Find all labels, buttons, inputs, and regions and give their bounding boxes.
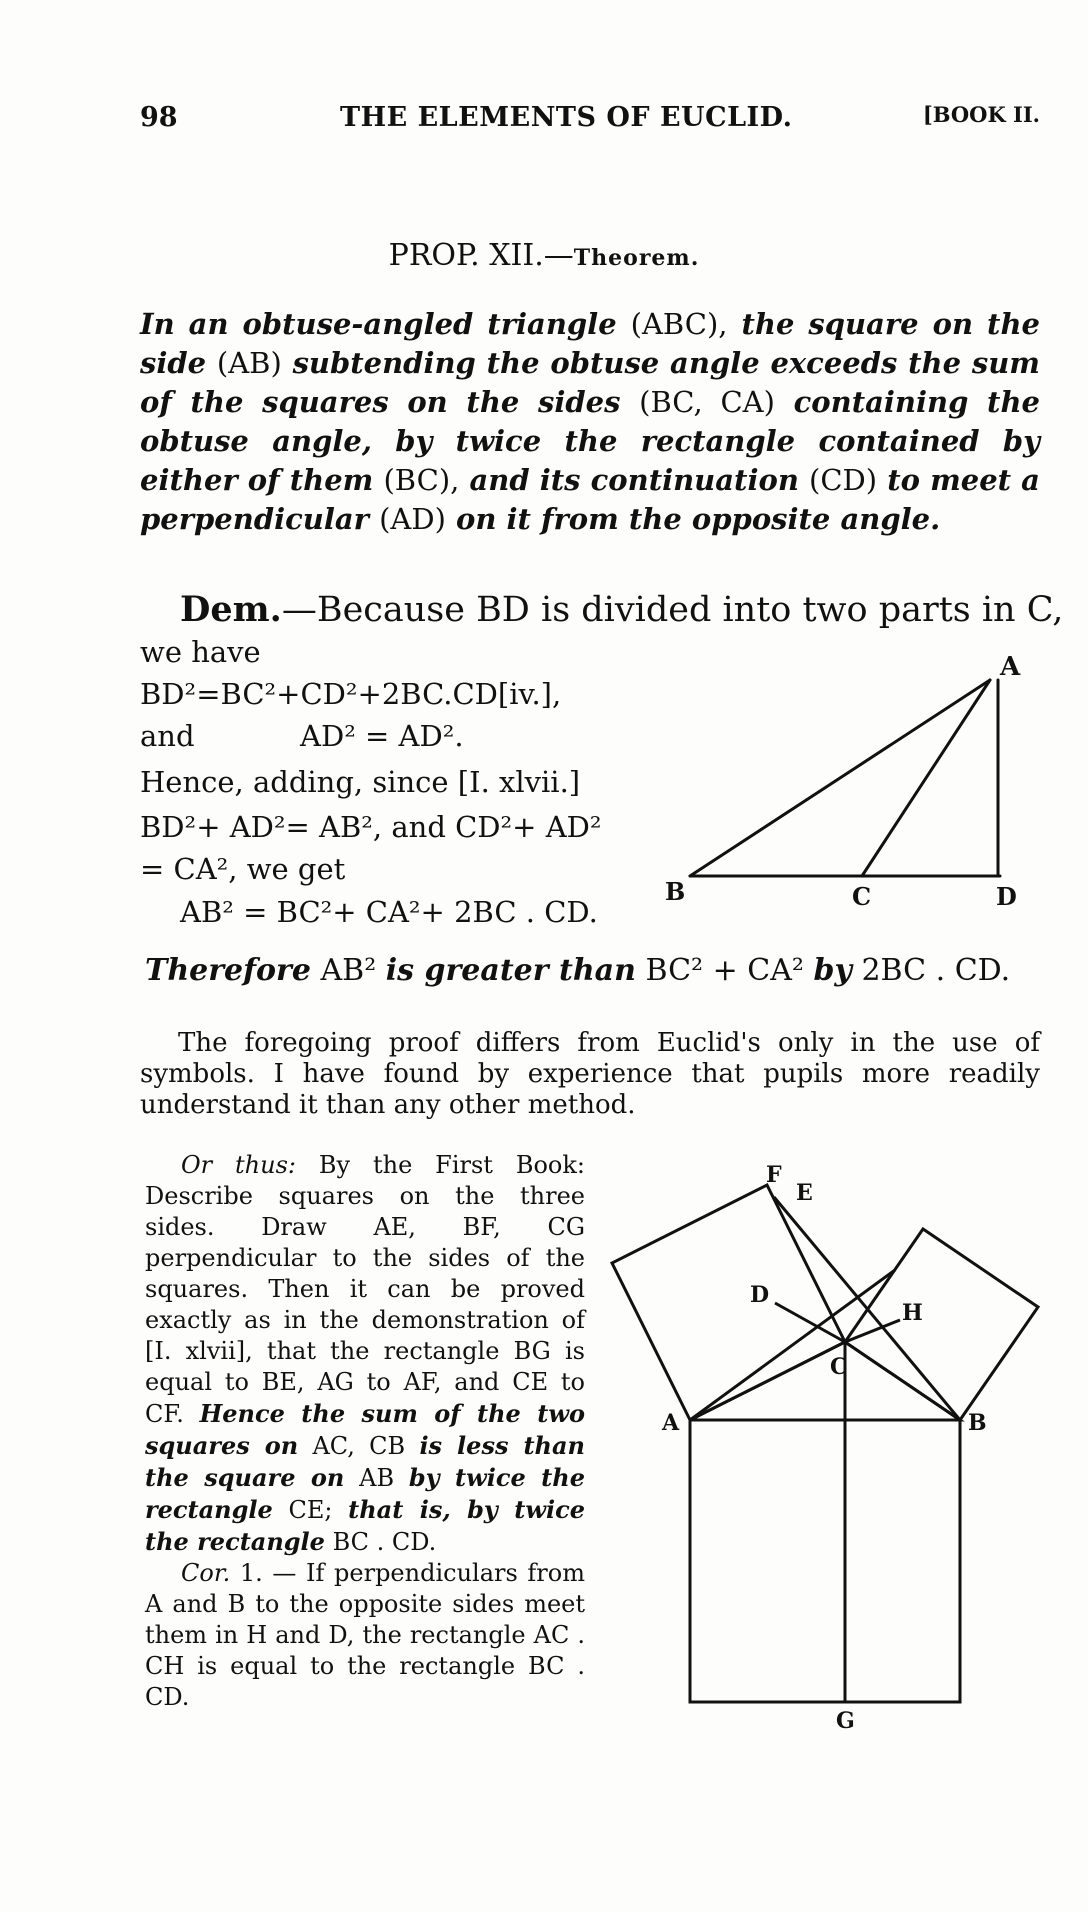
figure1-label-d: D xyxy=(996,882,1017,910)
enunciation-text: subtending the obtuse angle exceeds the sum of the squares on the sides xyxy=(140,346,1040,419)
note-text: The foregoing proof differs from Euclid's only in the use of symbols. I have found by experience that pupils more readily understand it than any other method. xyxy=(140,1028,1040,1120)
enunciation-ref: (AB) xyxy=(216,346,282,380)
or-thus-paragraph xyxy=(145,1150,585,1558)
enunciation-text: containing the obtuse angle, by twice the rectangle contained by either of them xyxy=(140,385,1040,497)
conclusion-text: is greater than xyxy=(385,953,636,988)
dem-label: Dem. xyxy=(180,589,282,630)
hence-line: Hence, adding, since [I. xlvii.] xyxy=(140,765,581,799)
enunciation-ref: (ABC), xyxy=(630,307,728,341)
corollary-paragraph xyxy=(145,1558,585,1713)
figure2-label-f: F xyxy=(766,1162,782,1188)
conclusion-term: BC² + CA² xyxy=(645,953,804,988)
equation-5: AB² = BC²+ CA²+ 2BC . CD. xyxy=(180,895,598,929)
or-thus-term: AC, CB xyxy=(312,1432,406,1460)
or-thus-italic: that is, by twice the rectangle xyxy=(145,1495,585,1556)
corollary-text: 1. — If perpendiculars from A and B to the opposite sides meet them in H and D, the rectangle AC . CH is equal to the rectangle BC . CD. xyxy=(145,1559,585,1711)
or-thus-italic: Hence the sum of the two squares on xyxy=(145,1399,585,1460)
square-on-bc xyxy=(845,1229,1038,1420)
equation-3: BD²+ AD²= AB², and CD²+ AD² xyxy=(140,810,602,844)
enunciation-text: In an obtuse-angled triangle xyxy=(140,307,617,341)
enunciation-text: the square on the side xyxy=(140,307,1040,380)
enunciation-ref: (BC), xyxy=(383,463,460,497)
running-title: THE ELEMENTS OF EUCLID. xyxy=(340,102,793,133)
and-word: and xyxy=(140,719,195,753)
conclusion-text: by xyxy=(813,953,852,988)
demonstration-first-line xyxy=(180,588,1064,632)
side-ba xyxy=(690,680,990,876)
or-thus-term: AB xyxy=(359,1464,395,1492)
square-on-ab xyxy=(690,1420,960,1702)
conclusion-term: 2BC . CD. xyxy=(861,953,1011,988)
figure2-label-b: B xyxy=(968,1410,987,1436)
or-thus-label: Or thus: xyxy=(181,1151,296,1179)
figure2-label-e: E xyxy=(796,1180,813,1206)
figure1-label-c: C xyxy=(852,882,872,910)
enunciation-ref: (AD) xyxy=(379,502,446,536)
triangle-figure xyxy=(660,640,1060,910)
figure2-label-d: D xyxy=(750,1282,770,1308)
side-ca xyxy=(862,680,990,876)
or-thus-term: CE; xyxy=(288,1496,333,1524)
book-label: [BOOK II. xyxy=(922,102,1040,127)
conclusion-text: Therefore xyxy=(145,953,311,988)
enunciation-ref: (CD) xyxy=(809,463,878,497)
line-ae xyxy=(690,1270,895,1420)
squares-figure xyxy=(600,1130,1040,1730)
page-number: 98 xyxy=(140,102,178,133)
or-thus-italic: by twice the rectangle xyxy=(145,1463,585,1524)
line-bf xyxy=(774,1197,960,1420)
figure2-label-a: A xyxy=(662,1410,680,1436)
conclusion-term: AB² xyxy=(320,953,377,988)
equation-4: = CA², we get xyxy=(140,852,346,886)
enunciation-text: on it from the opposite angle. xyxy=(456,502,941,536)
enunciation xyxy=(140,305,1040,539)
enunciation-text: and its continuation xyxy=(469,463,799,497)
proposition-label: PROP. XII.— xyxy=(388,238,574,273)
conclusion xyxy=(145,953,1010,988)
we-have: we have xyxy=(140,635,261,669)
proposition-title xyxy=(0,238,1088,273)
figure2-label-h: H xyxy=(902,1300,923,1326)
figure1-label-b: B xyxy=(665,877,686,906)
square-on-ac xyxy=(612,1185,845,1420)
running-header xyxy=(140,102,1040,142)
corollary-label: Cor. xyxy=(181,1559,231,1587)
enunciation-ref: (BC, CA) xyxy=(639,385,775,419)
enunciation-text: to meet a perpendicular xyxy=(140,463,1040,536)
proposition-kind: Theorem. xyxy=(573,245,700,271)
or-thus-section xyxy=(145,1150,585,1713)
figure2-label-g: G xyxy=(836,1708,855,1730)
note-paragraph xyxy=(140,1028,1040,1121)
equation-2: AD² = AD². xyxy=(300,719,464,753)
or-thus-text: By the First Book: Describe squares on the three sides. Draw AE, BF, CG perpendicular to the sides of the squares. Then it can be proved exactly as in the demonstration of [I. xlvii], that the rectangle BG is equal to BE, AG to AF, and CE to CF. xyxy=(145,1151,585,1428)
figure2-label-c: C xyxy=(830,1354,848,1380)
dem-text: —Because BD is divided into two parts in C, xyxy=(281,590,1064,630)
or-thus-italic: is less than the square on xyxy=(145,1431,585,1492)
equation-1: BD²=BC²+CD²+2BC.CD[iv.], xyxy=(140,677,562,711)
or-thus-term: BC . CD. xyxy=(332,1528,437,1556)
figure1-label-a: A xyxy=(1000,652,1021,682)
